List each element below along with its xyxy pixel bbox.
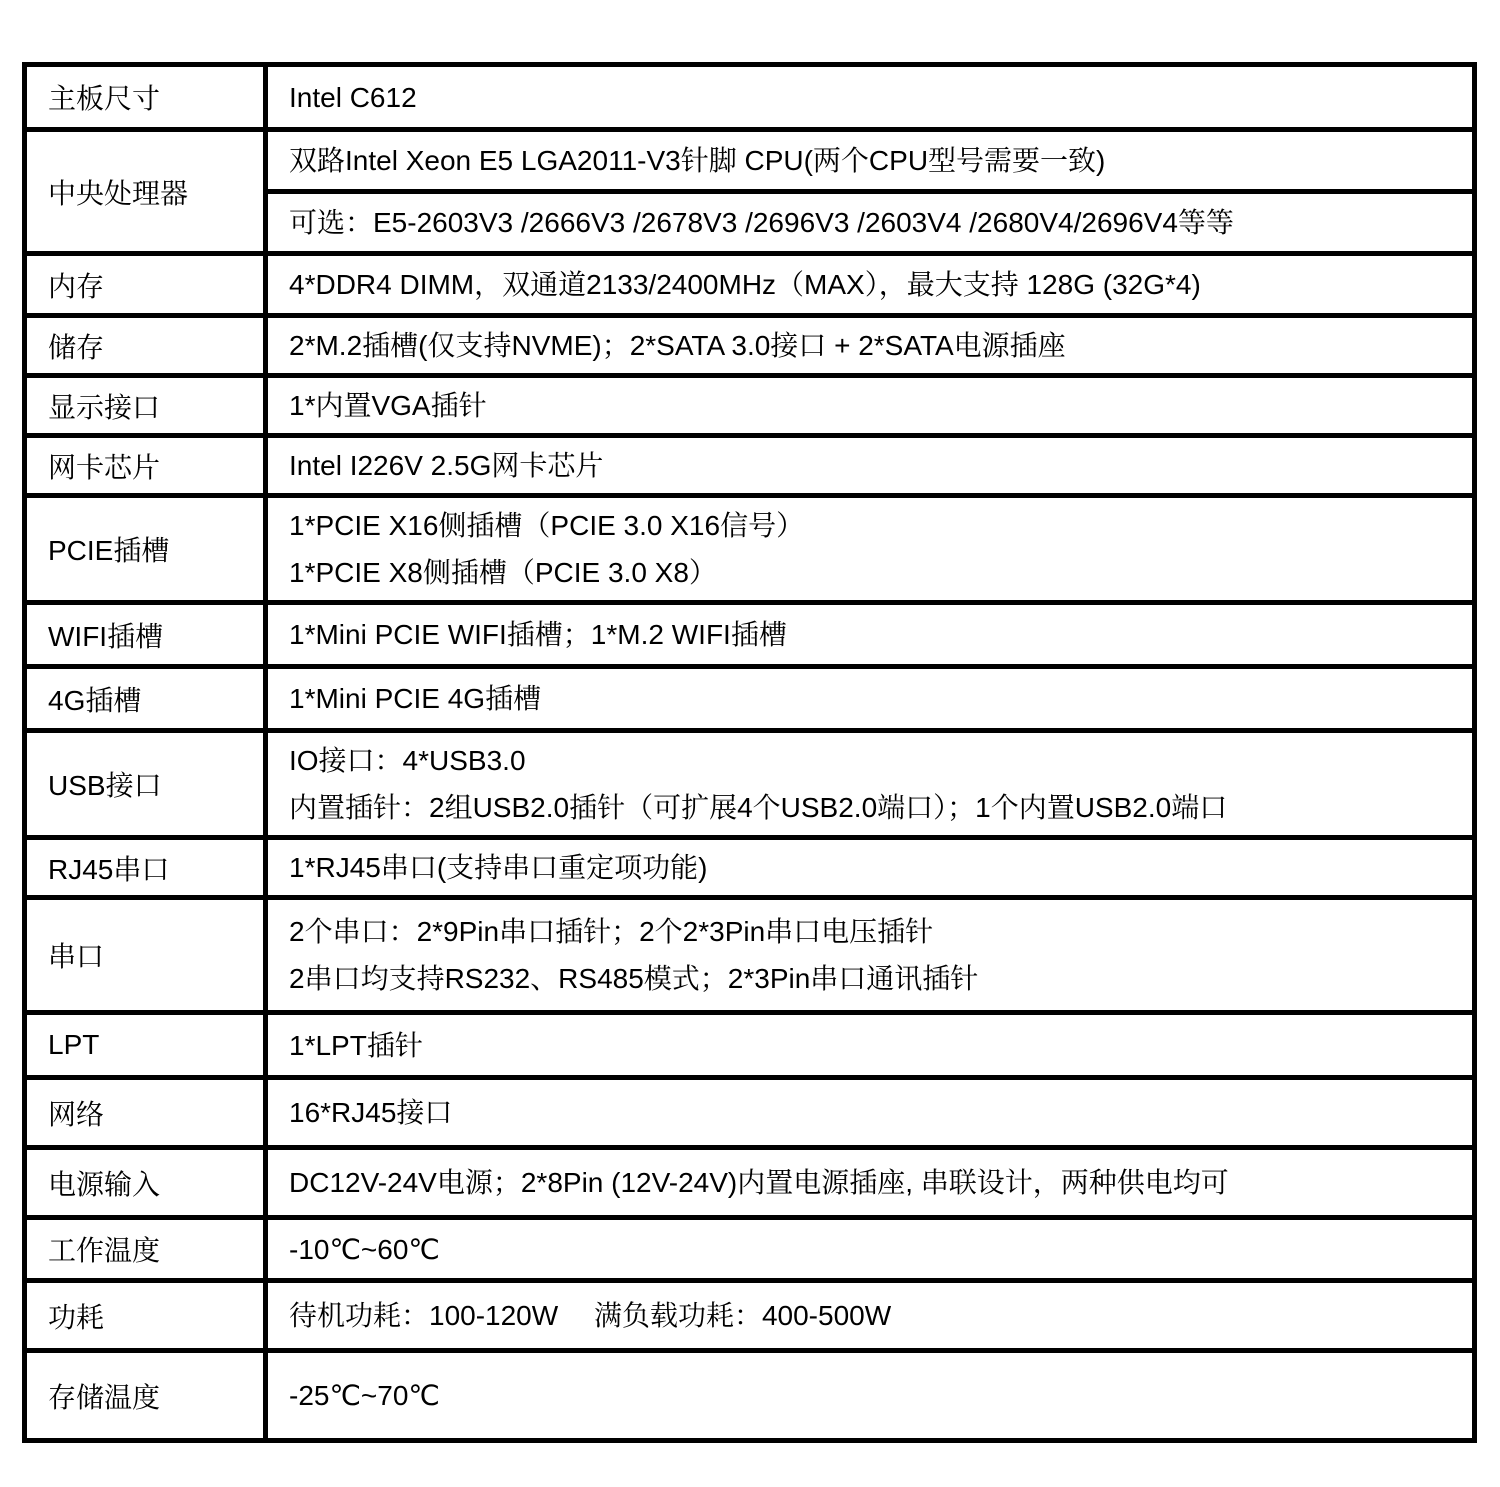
- spec-row-cpu: [25, 130, 1475, 192]
- spec-value: [266, 898, 1475, 1013]
- spec-row-display-interface: [25, 376, 1475, 436]
- spec-row-nic-chip: [25, 436, 1475, 496]
- spec-label: 中央处理器: [25, 130, 266, 254]
- spec-value: [266, 316, 1475, 376]
- spec-value: [266, 65, 1475, 130]
- spec-label: WIFI插槽: [25, 603, 266, 667]
- spec-label: PCIE插槽: [25, 496, 266, 603]
- spec-label: 内存: [25, 254, 266, 316]
- spec-value-line: Intel I226V 2.5G网卡芯片: [289, 450, 604, 481]
- spec-row-motherboard-size: [25, 65, 1475, 130]
- spec-label: LPT: [25, 1013, 266, 1078]
- spec-row-serial-ports: [25, 898, 1475, 1013]
- spec-label: 4G插槽: [25, 667, 266, 731]
- spec-value-line: 1*LPT插针: [289, 1029, 423, 1061]
- spec-row-rj45-serial: [25, 838, 1475, 898]
- spec-row-operating-temperature: [25, 1218, 1475, 1281]
- spec-value: [266, 192, 1475, 254]
- spec-table: [22, 62, 1477, 1443]
- spec-value: [266, 731, 1475, 838]
- spec-value-line: -25℃~70℃: [289, 1380, 440, 1411]
- spec-value-line: 1*PCIE X16侧插槽（PCIE 3.0 X16信号）: [289, 510, 805, 541]
- spec-row-storage: [25, 316, 1475, 376]
- spec-value-line: 待机功耗：100-120W 满负载功耗：400-500W: [289, 1300, 892, 1331]
- spec-value-line: 可选：E5-2603V3 /2666V3 /2678V3 /2696V3 /2603V4 /2680V4/2696V4等等: [289, 207, 1234, 238]
- spec-value: [266, 496, 1475, 603]
- spec-value-line: Intel C612: [289, 81, 417, 113]
- spec-row-wifi-slot: [25, 603, 1475, 667]
- spec-value-line: 4*DDR4 DIMM，双通道2133/2400MHz（MAX），最大支持 128G (32G*4): [289, 269, 1201, 300]
- spec-label: 主板尺寸: [25, 65, 266, 130]
- spec-value: [266, 1351, 1475, 1441]
- spec-value-line: 16*RJ45接口: [289, 1097, 453, 1128]
- spec-row-usb-ports: [25, 731, 1475, 838]
- spec-row-4g-slot: [25, 667, 1475, 731]
- spec-value: [266, 667, 1475, 731]
- spec-row-network: [25, 1078, 1475, 1148]
- spec-label: 功耗: [25, 1281, 266, 1351]
- spec-value-line: 双路Intel Xeon E5 LGA2011-V3针脚 CPU(两个CPU型号需要一致): [289, 145, 1106, 176]
- spec-label: 储存: [25, 316, 266, 376]
- spec-label: USB接口: [25, 731, 266, 838]
- spec-value: [266, 1148, 1475, 1218]
- spec-row-memory: [25, 254, 1475, 316]
- spec-value-line: 2串口均支持RS232、RS485模式；2*3Pin串口通讯插针: [289, 963, 979, 994]
- spec-row-power-input: [25, 1148, 1475, 1218]
- spec-value: [266, 376, 1475, 436]
- spec-value: [266, 1218, 1475, 1281]
- spec-value-line: 1*RJ45串口(支持串口重定项功能): [289, 852, 708, 883]
- spec-label: 网络: [25, 1078, 266, 1148]
- spec-value-line: IO接口：4*USB3.0: [289, 745, 526, 776]
- spec-value: [266, 838, 1475, 898]
- spec-value: [266, 603, 1475, 667]
- spec-value-line: DC12V-24V电源；2*8Pin (12V-24V)内置电源插座, 串联设计，两种供电均可: [289, 1167, 1229, 1198]
- spec-label: 显示接口: [25, 376, 266, 436]
- spec-label: 电源输入: [25, 1148, 266, 1218]
- spec-value-line: 内置插针：2组USB2.0插针（可扩展4个USB2.0端口）；1个内置USB2.0端口: [289, 792, 1228, 823]
- spec-value: [266, 130, 1475, 192]
- spec-label: 网卡芯片: [25, 436, 266, 496]
- spec-row-pcie-slots: [25, 496, 1475, 603]
- spec-value-line: 1*内置VGA插针: [289, 390, 487, 421]
- spec-value-line: 1*Mini PCIE WIFI插槽；1*M.2 WIFI插槽: [289, 619, 787, 650]
- spec-row-lpt: [25, 1013, 1475, 1078]
- spec-label: 存储温度: [25, 1351, 266, 1441]
- spec-label: 串口: [25, 898, 266, 1013]
- spec-row-storage-temperature: [25, 1351, 1475, 1441]
- spec-value-line: -10℃~60℃: [289, 1233, 440, 1265]
- spec-value-line: 2*M.2插槽(仅支持NVME)；2*SATA 3.0接口 + 2*SATA电源插座: [289, 330, 1066, 361]
- spec-value: [266, 254, 1475, 316]
- spec-label: 工作温度: [25, 1218, 266, 1281]
- spec-value: [266, 436, 1475, 496]
- spec-value-line: 1*Mini PCIE 4G插槽: [289, 683, 542, 714]
- spec-row-power-consumption: [25, 1281, 1475, 1351]
- spec-value: [266, 1281, 1475, 1351]
- spec-value: [266, 1013, 1475, 1078]
- spec-value: [266, 1078, 1475, 1148]
- spec-label: RJ45串口: [25, 838, 266, 898]
- spec-value-line: 1*PCIE X8侧插槽（PCIE 3.0 X8）: [289, 557, 717, 588]
- spec-value-line: 2个串口：2*9Pin串口插针；2个2*3Pin串口电压插针: [289, 916, 934, 947]
